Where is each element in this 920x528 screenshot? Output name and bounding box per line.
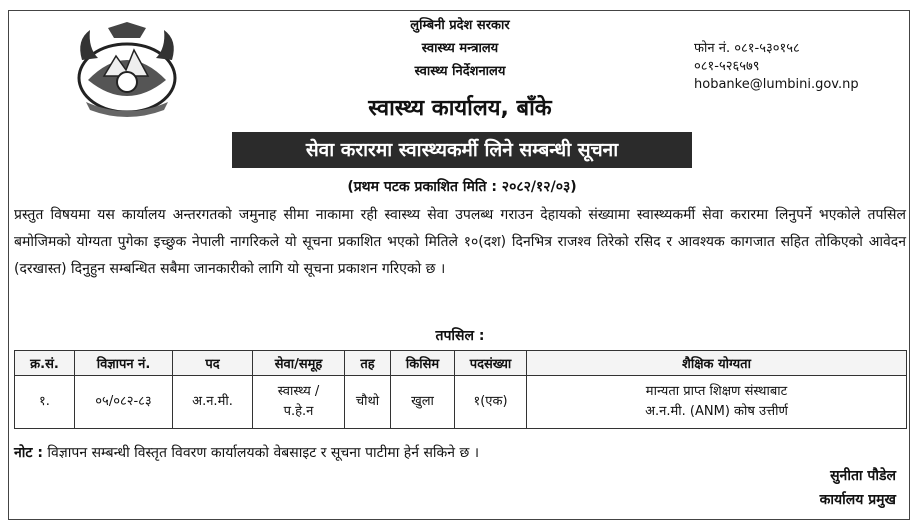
- cell-qualification: [527, 376, 907, 429]
- cell-level: चौथो: [345, 376, 391, 429]
- directorate-name: स्वास्थ्य निर्देशनालय: [414, 64, 506, 79]
- service-line-2: प.हे.न: [283, 404, 314, 419]
- note-label: नोट :: [14, 445, 43, 461]
- phone-number-2: ०८१-५२६५७९: [694, 59, 760, 74]
- service-line-1: स्वास्थ्य /: [277, 384, 320, 399]
- cell-post: अ.न.मी.: [173, 376, 253, 429]
- ministry-name: स्वास्थ्य मन्त्रालय: [421, 41, 499, 56]
- note-text: विज्ञापन सम्बन्धी विस्तृत विवरण कार्यालयको वेबसाइट र सूचना पाटीमा हेर्न सकिने छ ।: [42, 445, 480, 461]
- notice-body: प्रस्तुत विषयमा यस कार्यालय अन्तरगतको जमुनाह सीमा नाकामा रही स्वास्थ्य सेवा उपलब्ध गराउन देहायको संख्यामा स्वास्थ्यकर्मी सेवा करारमा लिनुपर्ने भएकोले तपसिल बमोजिमको योग्यता पुगेका इच्छुक नेपाली नागरिकले यो सूचना प्रकाशित भएको मितिले १०(दश) दिनभित्र राजश्व तिरेको रसिद र आवश्यक कागजात सहित तोकिएको आवेदन (दरखास्त) दिनुहुन सम्बन्धित सबैमा जानकारीको लागि यो सूचना प्रकाशन गरिएको छ ।: [14, 207, 906, 277]
- publish-date: (प्रथम पटक प्रकाशित मिति : २०८२/१२/०३): [347, 179, 577, 195]
- vacancy-table: [14, 350, 907, 429]
- contact-block: [694, 40, 904, 94]
- col-header-type: किसिम: [391, 351, 455, 376]
- cell-ad-no: ०५/०८२-८३: [75, 376, 173, 429]
- cell-type: खुला: [391, 376, 455, 429]
- office-title: स्वास्थ्य कार्यालय, बाँके: [368, 96, 552, 121]
- col-header-service: सेवा/समूह: [253, 351, 345, 376]
- org-header: [290, 14, 630, 83]
- cell-sn: १.: [15, 376, 75, 429]
- email-address: hobanke@lumbini.gov.np: [694, 77, 859, 92]
- signature-block: [700, 464, 896, 512]
- details-label: तपसिल :: [435, 328, 485, 344]
- qualification-line-1: मान्यता प्राप्त शिक्षण संस्थाबाट: [645, 384, 788, 399]
- col-header-qualification: शैक्षिक योग्यता: [527, 351, 907, 376]
- province-government: लुम्बिनी प्रदेश सरकार: [410, 18, 510, 33]
- notice-title-banner: सेवा करारमा स्वास्थ्यकर्मी लिने सम्बन्धी सूचना: [232, 132, 692, 168]
- qualification-line-2: अ.न.मी. (ANM) कोष उत्तीर्ण: [645, 404, 788, 419]
- phone-number-1: फोन नं. ०८१-५३०१५८: [694, 41, 800, 56]
- cell-service: [253, 376, 345, 429]
- col-header-ad-no: विज्ञापन नं.: [75, 351, 173, 376]
- col-header-post: पद: [173, 351, 253, 376]
- cell-count: १(एक): [455, 376, 527, 429]
- nepal-emblem-icon: [68, 20, 186, 118]
- col-header-count: पदसंख्या: [455, 351, 527, 376]
- table-header-row: [15, 351, 907, 376]
- col-header-sn: क्र.सं.: [15, 351, 75, 376]
- table-row: [15, 376, 907, 429]
- signatory-name: सुनीता पौडेल: [830, 468, 896, 484]
- col-header-level: तह: [345, 351, 391, 376]
- signatory-title: कार्यालय प्रमुख: [819, 492, 896, 508]
- note-line: [14, 442, 906, 464]
